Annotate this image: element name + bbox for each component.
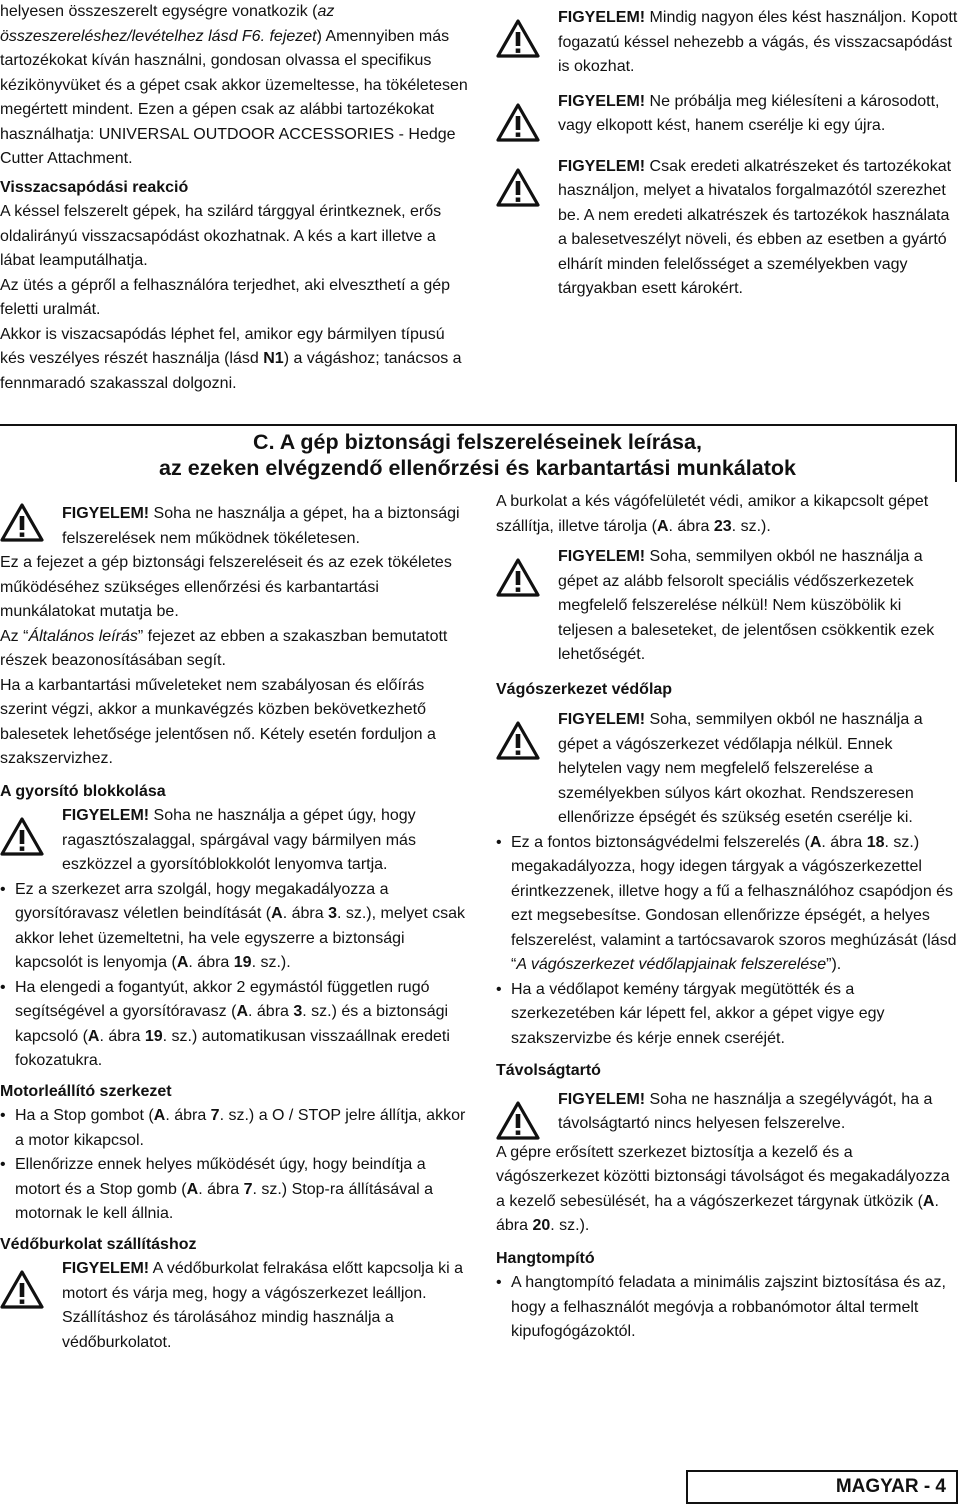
muffler-heading: Hangtompító [496,1249,595,1267]
list-item: • Ha a Stop gombot (A. ábra 7. sz.) a O / STOP jelre állítja, akkor a motor kikapcsol. [0,1104,468,1153]
kickback-paragraph-1: A késsel felszerelt gépek, ha szilárd tárggyal érintkeznek, erős oldalirányú visszacsapódást okozhatnak. A kés a kart illetve a lábat leamputálhatja. [0,203,442,269]
kickback-paragraph-3: Akkor is viszacsapódás léphet fel, amikor egy bármilyen típusú kés veszélyes részét használja (lásd N1) a vágáshoz; tanácsos a fennmaradó szakasszal dolgozni. [0,325,462,392]
warning-triangle-icon [496,90,558,143]
warning-transport-cover: FIGYELEM! A védőburkolat felrakása előtt kapcsolja ki a motort és várja meg, hogy a vágószerkezet leálljon. Szállításhoz és tárolásához mindig használja a védőburkolatot. [0,1257,468,1355]
warning-no-sharpening: FIGYELEM! Ne próbálja meg kiélesíteni a károsodott, vagy elkopott kést, hanem cserélje ki egy újra. [496,90,958,143]
section-title-line-2: az ezeken elvégzendő ellenőrzési és karbantartási munkálatok [159,456,796,480]
page-footer-label: MAGYAR - 4 [686,1470,958,1504]
top-left-column [0,0,468,396]
muffler-list [496,1271,958,1345]
engine-stop-list [0,1104,468,1227]
guard-list [496,831,958,1052]
cover-description: A burkolat a kés vágófelületét védi, amikor a kikapcsolt gépet szállítja, illetve tárolja (A. ábra 23. sz.). [496,493,929,535]
warning-spacer: FIGYELEM! Soha ne használja a szegélyvágót, ha a távolságtartó nincs helyesen felszerelve. [496,1088,958,1141]
kickback-paragraph-2: Az ütés a gépről a felhasználóra terjedhet, aki elveszthetí a gép feletti uralmát. [0,276,451,318]
throttle-list [0,878,468,1074]
warning-throttle-lock: FIGYELEM! Soha ne használja a gépet úgy, hogy ragasztószalaggal, spárgával vagy bármilyen más eszközzel a gyorsítóblokkolót lenyomva tartja. [0,804,468,878]
section-title [0,424,957,482]
chapter-intro: Ez a fejezet a gép biztonsági felszereléseit és az ezek tökéletes működéséhez szükséges ellenőrzési és karbantartási munkálatokat mutatja be. [0,554,452,620]
spacer-heading: Távolságtartó [496,1062,601,1079]
list-item: • Ha elengedi a fogantyút, akkor 2 egymástól független rugó segítségével a gyorsítóravasz (A. ábra 3. sz.) és a biztonsági kapcsoló (A. ábra 19. sz.) automatikusan visszaállnak eredeti fokozatukra. [0,976,468,1074]
transport-cover-heading: Védőburkolat szállításhoz [0,1235,197,1253]
list-item: • Ez a szerkezet arra szolgál, hogy megakadályozza a gyorsítóravasz véletlen beindítását (A. ábra 3. sz.), melyet csak akkor lehet üzemeltetni, ha vele egyszerre a biztonsági kapcsolót is lenyomja (A. ábra 19. sz.). [0,878,468,976]
warning-triangle-icon [0,804,62,857]
list-item: • Ez a fontos biztonságvédelmi felszerelés (A. ábra 18. sz.) megakadályozza, hogy idegen tárgyak a vágószerkezettel érintkezzenek, illetve hogy a fű a felhasználóhoz csapódjon és ezt megsebesítse. Gondosan ellenőrizze épségét, a helyes felszerelést, valamint a tartócsavarok szoros meghúzását (lásd “A vágószerkezet védőlapjainak felszerelése”). [496,831,958,978]
warning-cutting-guard: FIGYELEM! Soha, semmilyen okból ne használja a gépet a vágószerkezet védőlapja nélkül. Ennek helytelen vagy nem megfelelő felszerelése a személyekben súlyos kárt okozhat. Rendszeresen ellenőrizze épségét és szükség esetén cserélje ki. [496,708,958,831]
warning-triangle-icon [496,545,558,598]
cutting-guard-heading: Vágószerkezet védőlap [496,680,673,698]
warning-special-protections: FIGYELEM! Soha, semmilyen okból ne használja a gépet az alább felsorolt speciális védőszerkezetek megfelelő felszerelése nélkül! Nem küszöbölik ki teljesen a baleseteket, de jelentősen csökkentik ezek lehetőségét. [496,545,958,668]
kickback-heading: Visszacsapódási reakció [0,178,189,196]
general-description-ref: Az “Általános leírás” fejezet az ebben a szakaszban bemutatott részek beazonosításában segít. [0,627,448,669]
left-column [0,490,468,1355]
warning-triangle-icon [496,6,558,59]
intro-paragraph: helyesen összeszerelt egységre vonatkozik (az összeszereléshez/levételhez lásd F6. fejezet) Amennyiben más tartozékokat kíván használni, gondosan olvassa el specifikus kézikönyvüket és a gépet csak akkor üzemeltesse, ha tökéletesen megértett mindent. Ezen a gépen csak az alábbi tartozékokat használhatja: UNIVERSAL OUTDOOR ACCESSORIES - Hedge Cutter Attachment. [0,3,468,167]
engine-stop-heading: Motorleállító szerkezet [0,1082,172,1100]
warning-triangle-icon [496,155,558,208]
warning-triangle-icon [0,490,62,543]
right-column [496,490,958,1345]
warning-sharp-blade: FIGYELEM! Mindig nagyon éles kést használjon. Kopott fogazatú késsel nehezebb a vágás, és visszacsapódást is okozhat. [496,6,958,80]
top-right-column [496,6,958,302]
warning-original-parts: FIGYELEM! Csak eredeti alkatrészeket és tartozékokat használjon, melyet a hivatalos forgalmazótól szerezhet be. A nem eredeti alkatrészek és tartozékok használata a balesetveszélyt növeli, és ebben az esetben a gyártó elhárít minden felelősséget a személyekben vagy tárgyakban esett károkért. [496,155,958,302]
warning-safety-devices: FIGYELEM! Soha ne használja a gépet, ha a biztonsági felszerelések nem működnek tökéletesen. [0,490,468,551]
list-item: • A hangtompító feladata a minimális zajszint biztosítása és az, hogy a felhasználót megóvja a robbanómotor által termelt kipufogógázoktól. [496,1271,958,1345]
warning-triangle-icon [496,1088,558,1141]
warning-triangle-icon [0,1257,62,1310]
maintenance-note: Ha a karbantartási műveleteket nem szabályosan és előírás szerint végzi, akkor a munkavégzés közben bekövetkezhető balesetek lehetősége jelentősen nő. Kétely esetén forduljon a szakszervizhez. [0,676,436,767]
section-title-line-1: C. A gép biztonsági felszereléseinek leírása, [253,430,702,454]
list-item: • Ellenőrizze ennek helyes működését úgy, hogy beindítja a motort és a Stop gomb (A. ábra 7. sz.) Stop-ra állításával a motornak le kell állnia. [0,1153,468,1227]
warning-triangle-icon [496,708,558,761]
list-item: • Ha a védőlapot kemény tárgyak megütötték és a szerkezetében kár lépett fel, akkor a gépet vigye egy szakszervizbe és kérje ennek cseréjét. [496,978,958,1052]
throttle-lock-heading: A gyorsító blokkolása [0,782,166,800]
spacer-description: A gépre erősített szerkezet biztosítja a kezelő és a vágószerkezet közötti biztonsági távolságot és megakadályozza a kezelő sebesülését, ha a vágószerkezet tárgynak ütközik (A. ábra 20. sz.). [496,1143,950,1234]
